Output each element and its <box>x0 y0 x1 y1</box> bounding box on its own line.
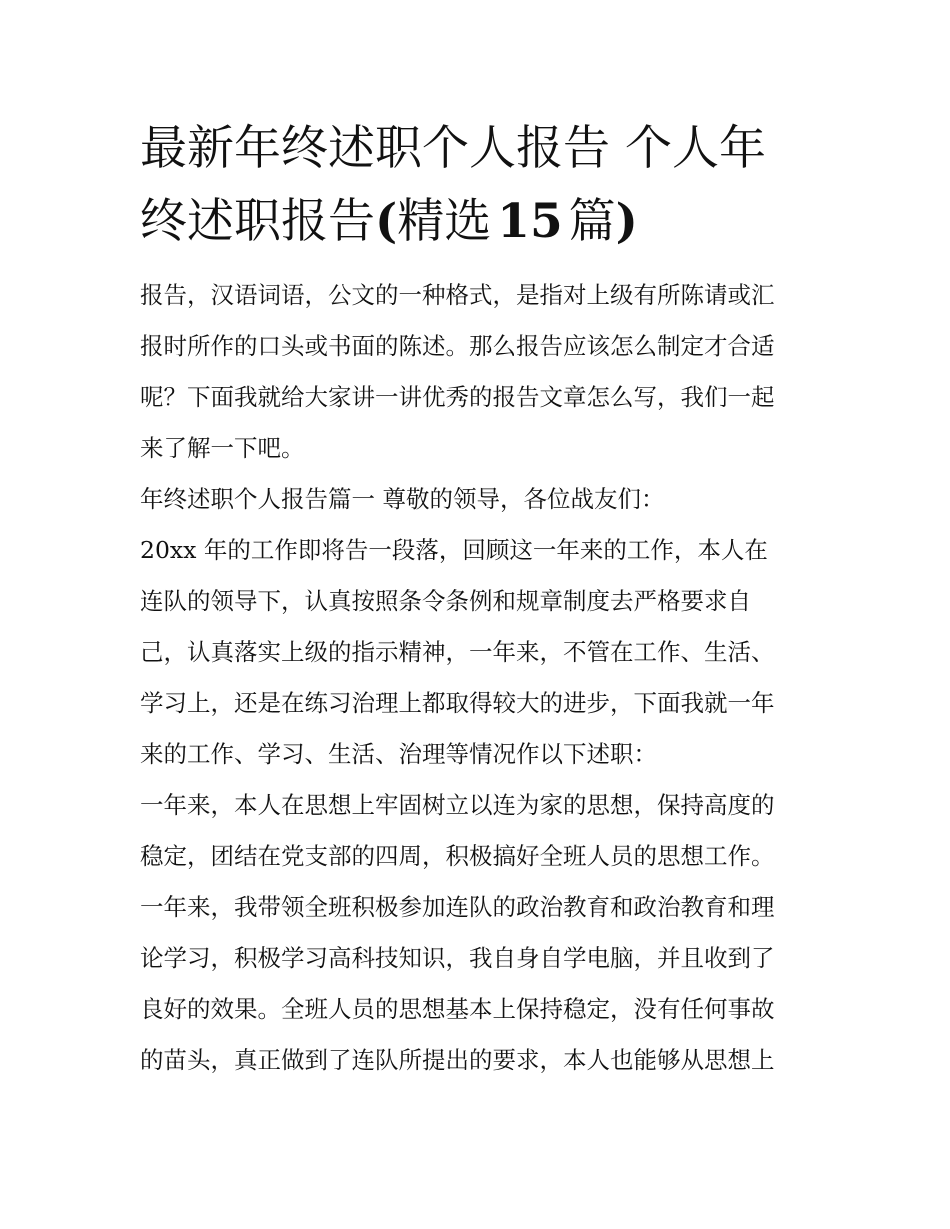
paragraph-line: 来的工作、学习、生活、治理等情况作以下述职： <box>140 740 657 768</box>
paragraph-line: 己，认真落实上级的指示精神，一年来，不管在工作、生活、 <box>140 638 775 666</box>
title-paren-open: ( <box>375 194 398 249</box>
paragraph-line: 20xx 年的工作即将告一段落，回顾这一年来的工作，本人在 <box>140 536 768 564</box>
paragraph-line: 论学习，积极学习高科技知识，我自身自学电脑，并且收到了 <box>140 944 775 972</box>
document-body <box>140 270 815 1086</box>
paragraph-line: 一年来，本人在思想上牢固树立以连为家的思想，保持高度的 <box>140 791 775 819</box>
title-paren-close: ) <box>615 194 638 249</box>
paragraph-thinking <box>140 780 815 1086</box>
paragraph-line: 一年来，我带领全班积极参加连队的政治教育和政治教育和理 <box>140 893 775 921</box>
paragraph-line: 稳定，团结在党支部的四周，积极搞好全班人员的思想工作。 <box>140 842 775 870</box>
paragraph-line: 年终述职个人报告篇一 尊敬的领导，各位战友们： <box>140 485 665 513</box>
document-title <box>140 112 815 258</box>
paragraph-line: 报告，汉语词语，公文的一种格式，是指对上级有所陈请或汇 <box>140 281 775 309</box>
title-select-label: 精选 <box>397 194 492 249</box>
paragraph-line: 的苗头，真正做到了连队所提出的要求，本人也能够从思想上 <box>140 1046 775 1074</box>
paragraph-section-heading <box>140 474 815 525</box>
title-line-2-prefix: 终述职报告 <box>140 194 375 249</box>
document-page <box>140 112 815 1086</box>
paragraph-line: 报时所作的口头或书面的陈述。那么报告应该怎么制定才合适 <box>140 332 775 360</box>
title-number: 15 <box>497 194 563 249</box>
title-unit: 篇 <box>568 194 616 249</box>
paragraph-line: 良好的效果。全班人员的思想基本上保持稳定，没有任何事故 <box>140 995 775 1023</box>
title-line-1: 最新年终述职个人报告 个人年 <box>140 121 766 176</box>
paragraph-line: 连队的领导下，认真按照条令条例和规章制度去严格要求自 <box>140 587 751 615</box>
paragraph-year-review <box>140 525 815 780</box>
paragraph-line: 呢？下面我就给大家讲一讲优秀的报告文章怎么写，我们一起 <box>140 383 775 411</box>
title-line-2 <box>140 185 815 258</box>
paragraph-line: 来了解一下吧。 <box>140 434 305 462</box>
paragraph-line: 学习上，还是在练习治理上都取得较大的进步，下面我就一年 <box>140 689 775 717</box>
paragraph-intro <box>140 270 815 474</box>
